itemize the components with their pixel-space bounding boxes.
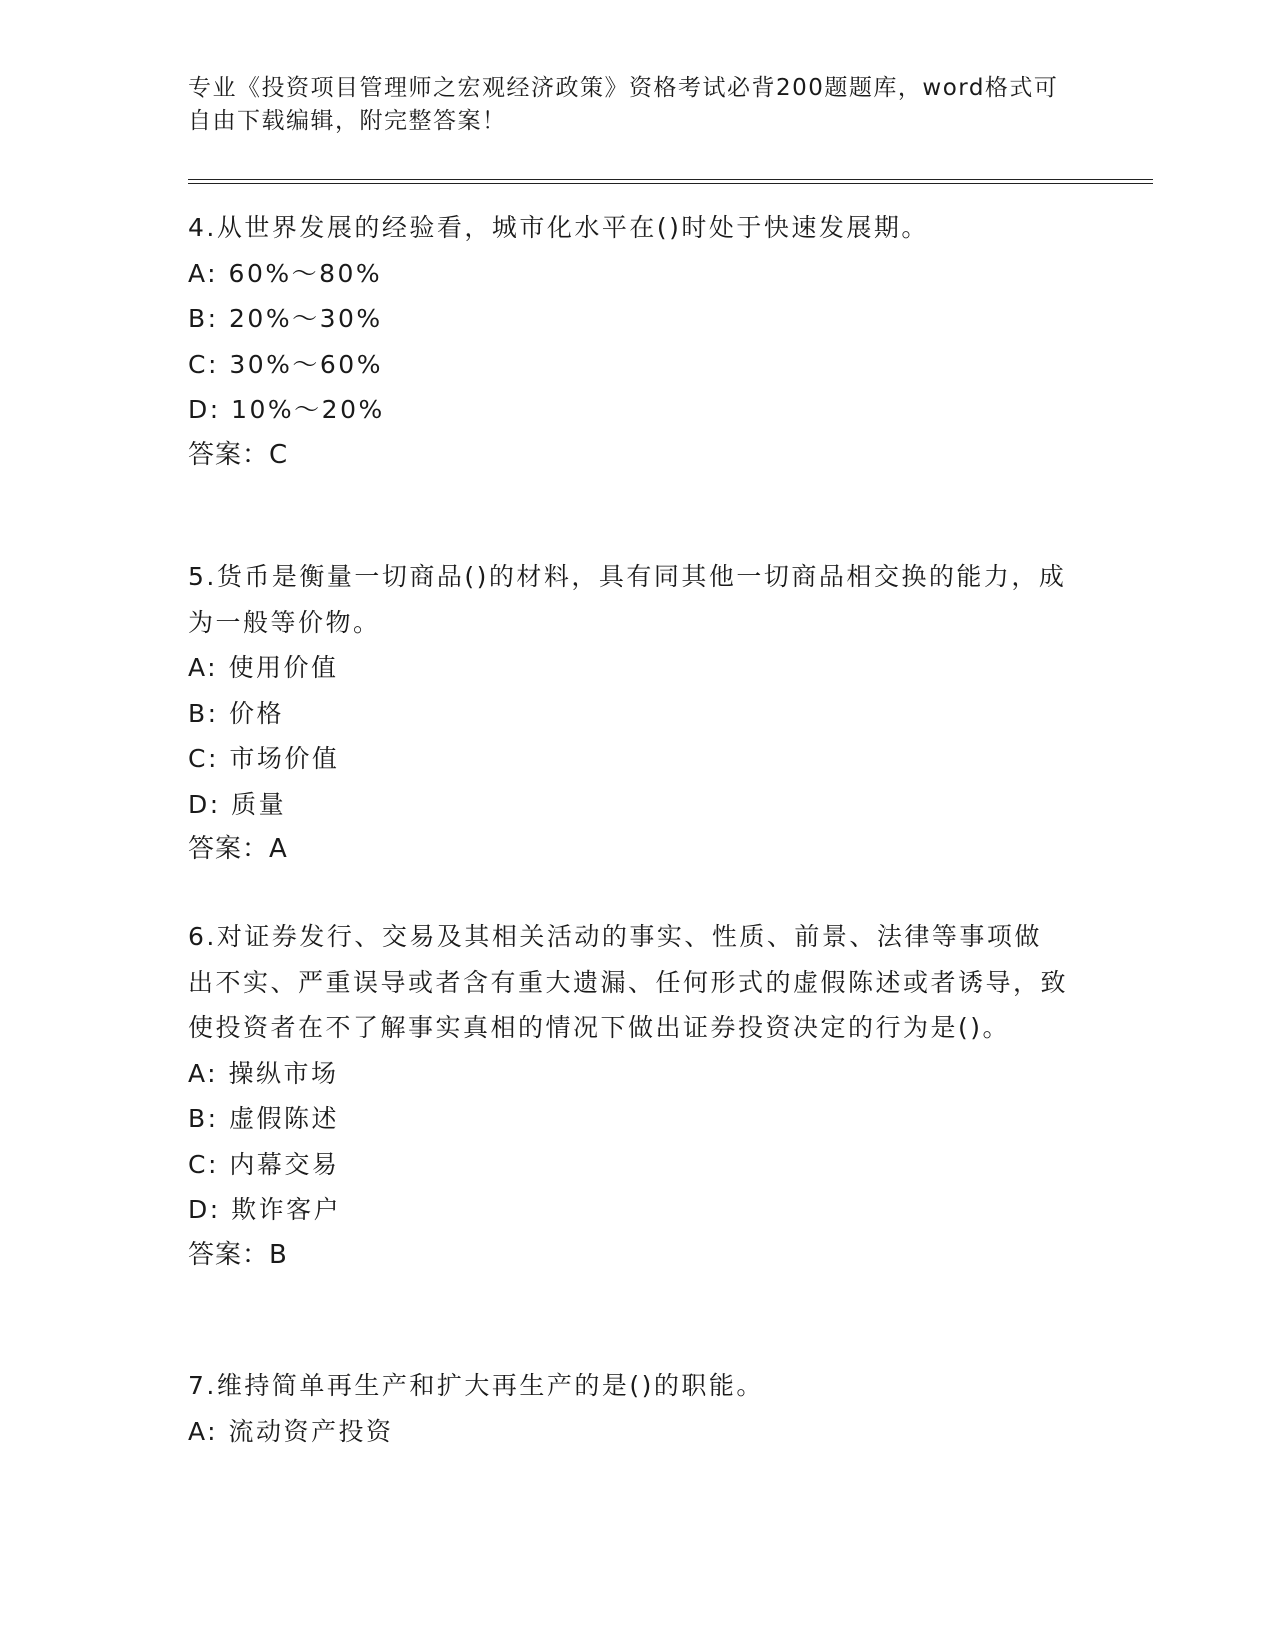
option-c: C: 内幕交易 [188, 1149, 340, 1179]
question-stem: 5.货币是衡量一切商品()的材料，具有同其他一切商品相交换的能力，成为一般等价物。 [188, 562, 1067, 637]
document-header-text: 专业《投资项目管理师之宏观经济政策》资格考试必背200题题库，word格式可自由下载编辑，附完整答案！ [188, 75, 1059, 134]
question-5 [188, 554, 1068, 873]
option-b: B: 虚假陈述 [188, 1104, 340, 1133]
question-stem: 6.对证券发行、交易及其相关活动的事实、性质、前景、法律等事项做出不实、严重误导或者含有重大遗漏、任何形式的虚假陈述或者诱导，致使投资者在不了解事实真相的情况下做出证券投资决定的行为是()。 [188, 922, 1069, 1042]
question-7 [188, 1363, 1068, 1454]
answer-line: 答案：B [188, 1239, 288, 1270]
option-b: B: 价格 [188, 698, 285, 728]
answer-line: 答案：C [188, 439, 289, 470]
question-stem: 4.从世界发展的经验看，城市化水平在()时处于快速发展期。 [188, 213, 929, 242]
option-d: D: 10%～20% [188, 395, 385, 424]
option-a: A: 使用价值 [188, 653, 339, 682]
option-d: D: 欺诈客户 [188, 1195, 342, 1224]
option-b: B: 20%～30% [188, 304, 383, 333]
question-6 [188, 914, 1068, 1278]
option-d: D: 质量 [188, 789, 287, 819]
question-stem: 7.维持简单再生产和扩大再生产的是()的职能。 [188, 1371, 764, 1400]
option-a: A: 60%～80% [188, 258, 383, 288]
option-a: A: 操纵市场 [188, 1058, 339, 1088]
answer-line: 答案：A [188, 834, 288, 864]
option-c: C: 30%～60% [188, 349, 383, 379]
header-double-rule [188, 179, 1153, 184]
question-4 [188, 205, 1068, 478]
option-a: A: 流动资产投资 [188, 1416, 394, 1446]
option-c: C: 市场价值 [188, 744, 340, 773]
